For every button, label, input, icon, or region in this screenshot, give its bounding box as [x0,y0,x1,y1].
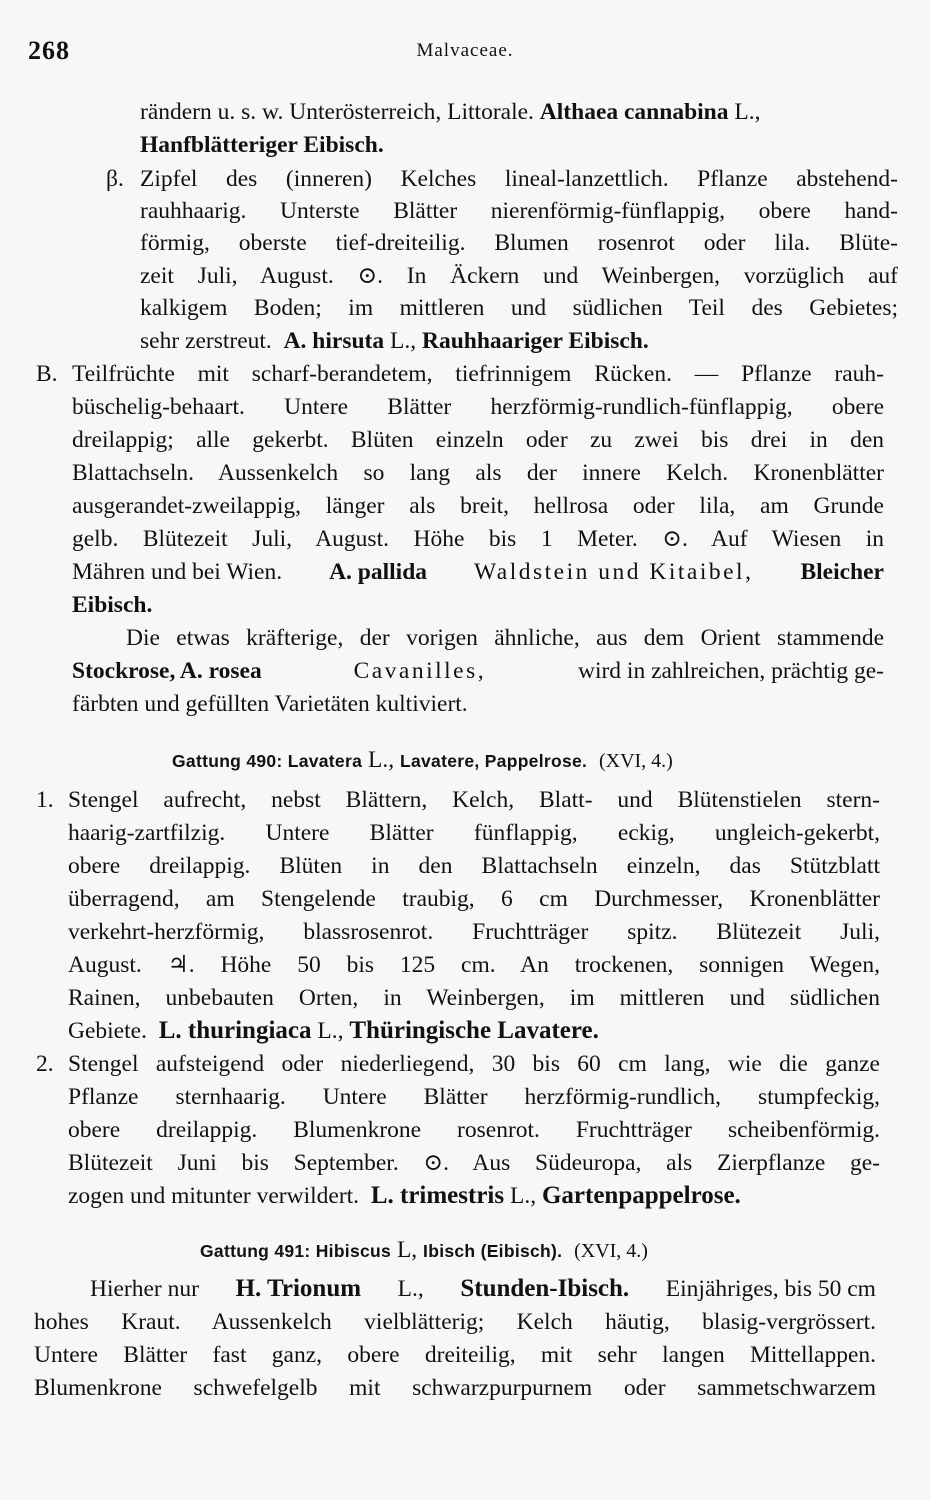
text-line: August. ♃. Höhe 50 bis 125 cm. An trockenen, sonnigen Wegen, [68,952,880,978]
text-line: dreilappig; alle gekerbt. Blüten einzeln oder zu zwei bis drei in den [72,427,884,453]
text-line: überragend, am Stengelende traubig, 6 cm Durchmesser, Kronenblätter [68,886,880,912]
author: L., [389,328,417,354]
text-span: wird in zahlreichen, prächtig ge- [577,658,884,684]
text-span: zogen und mitunter verwildert. [68,1183,360,1209]
text-line [140,97,898,127]
text-line [68,1181,741,1211]
text-line: obere dreilappig. Blumenkrone rosenrot. Fruchtträger scheibenförmig. [68,1117,880,1143]
common-name: Gartenpappelrose. [541,1182,741,1209]
common-name: Bleicher [800,559,884,585]
author: L, [396,1237,418,1263]
text-line: verkehrt-herzförmig, blassrosenrot. Fruchtträger spitz. Blütezeit Juli, [68,919,880,945]
genus-common-name: Ibisch (Eibisch). [423,1241,563,1261]
species-name: L. thuringiaca [158,1017,312,1044]
text-line: Die etwas kräfterige, der vorigen ähnliche, aus dem Orient stammende [126,625,884,651]
text-span: Hierher nur [90,1276,199,1302]
text-line [140,326,649,356]
text-line: Zipfel des (inneren) Kelches lineal-lanzettlich. Pflanze abstehend- [140,166,898,192]
author: L., [317,1018,344,1044]
common-name: Rauhhaariger Eibisch. [421,328,649,354]
text-line: haarig-zartfilzig. Untere Blätter fünflappig, eckig, ungleich-gekerbt, [68,820,880,846]
text-line: Blütezeit Juni bis September. ⊙. Aus Südeuropa, als Zierpflanze ge- [68,1150,880,1176]
text-line: Blumenkrone schwefelgelb mit schwarzpurpurnem oder sammetschwarzem [34,1375,876,1401]
genus-title: Gattung 490: Lavatera [172,751,363,771]
item-marker: 2. [36,1051,54,1077]
species-name: Althaea cannabina [539,99,729,125]
text-line: rauhhaarig. Unterste Blätter nierenförmig-fünflappig, obere hand- [140,198,898,224]
item-marker: B. [36,361,58,387]
page-number: 268 [28,36,70,65]
running-title: Malvaceae. [416,40,514,61]
text-line: Pflanze sternhaarig. Untere Blätter herzförmig-rundlich, stumpfeckig, [68,1084,880,1110]
text-line: Stengel aufrecht, nebst Blättern, Kelch, Blatt- und Blütenstielen stern- [68,787,880,813]
text-line: Stengel aufsteigend oder niederliegend, 30 bis 60 cm lang, wie die ganze [68,1051,880,1077]
common-name: Thüringische Lavatere. [349,1017,599,1044]
genus-title: Gattung 491: Hibiscus [200,1241,392,1261]
linnaean-class: (XVI, 4.) [598,750,673,772]
species-name: H. Trionum [235,1275,362,1302]
common-name: Stunden-Ibisch. [460,1275,630,1302]
genus-heading [200,1235,648,1266]
text-line: färbten und gefüllten Varietäten kultiviert. [72,691,468,717]
species-name: A. pallida [329,559,428,585]
text-line [72,590,152,620]
common-name: Eibisch. [72,592,153,618]
text-span: rändern u. s. w. Unterösterreich, Littorale. [140,99,534,125]
linnaean-class: (XVI, 4.) [574,1240,648,1262]
text-line: hohes Kraut. Aussenkelch vielblätterig; Kelch häutig, blasig-vergrössert. [34,1309,876,1335]
text-line [72,656,884,686]
text-line: zeit Juli, August. ⊙. In Äckern und Weinbergen, vorzüglich auf [140,263,898,289]
author: L., [397,1276,424,1302]
text-line: büschelig-behaart. Untere Blätter herzförmig-rundlich-fünflappig, obere [72,394,884,420]
text-line [90,1274,876,1304]
text-span: Einjähriges, bis 50 cm [665,1276,876,1302]
species-name: A. hirsuta [283,328,385,354]
text-line: Rainen, unbebauten Orten, in Weinbergen, im mittleren und südlichen [68,985,880,1011]
text-line: Blattachseln. Aussenkelch so lang als der innere Kelch. Kronenblätter [72,460,884,486]
text-line [68,1016,599,1046]
text-line: gelb. Blütezeit Juli, August. Höhe bis 1 Meter. ⊙. Auf Wiesen in [72,526,884,552]
author: Waldstein und Kitaibel, [474,559,754,585]
author: Cavanilles, [353,658,487,684]
author: L., [734,99,761,125]
text-line [140,130,384,160]
text-line: kalkigem Boden; im mittleren und südlichen Teil des Gebietes; [140,295,898,321]
common-name: Hanfblätteriger Eibisch. [140,132,384,158]
text-line [72,557,884,587]
text-span: Mähren und bei Wien. [72,559,283,585]
species-name: L. trimestris [370,1182,505,1209]
author: L., [509,1183,537,1209]
text-line: obere dreilappig. Blüten in den Blattachseln einzeln, das Stützblatt [68,853,880,879]
item-marker: β. [106,166,124,192]
species-name: Stockrose, A. rosea [72,658,262,684]
text-span: sehr zerstreut. [140,328,272,354]
genus-heading [172,745,673,776]
author: L., [368,747,395,773]
text-line: Teilfrüchte mit scharf-berandetem, tiefrinnigem Rücken. — Pflanze rauh- [72,361,884,387]
text-line: ausgerandet-zweilappig, länger als breit, hellrosa oder lila, am Grunde [72,493,884,519]
text-line: förmig, oberste tief-dreiteilig. Blumen rosenrot oder lila. Blüte- [140,230,898,256]
item-marker: 1. [36,787,54,813]
text-span: Gebiete. [68,1018,147,1044]
genus-common-name: Lavatere, Pappelrose. [399,751,588,771]
text-line: Untere Blätter fast ganz, obere dreiteilig, mit sehr langen Mittellappen. [34,1342,876,1368]
